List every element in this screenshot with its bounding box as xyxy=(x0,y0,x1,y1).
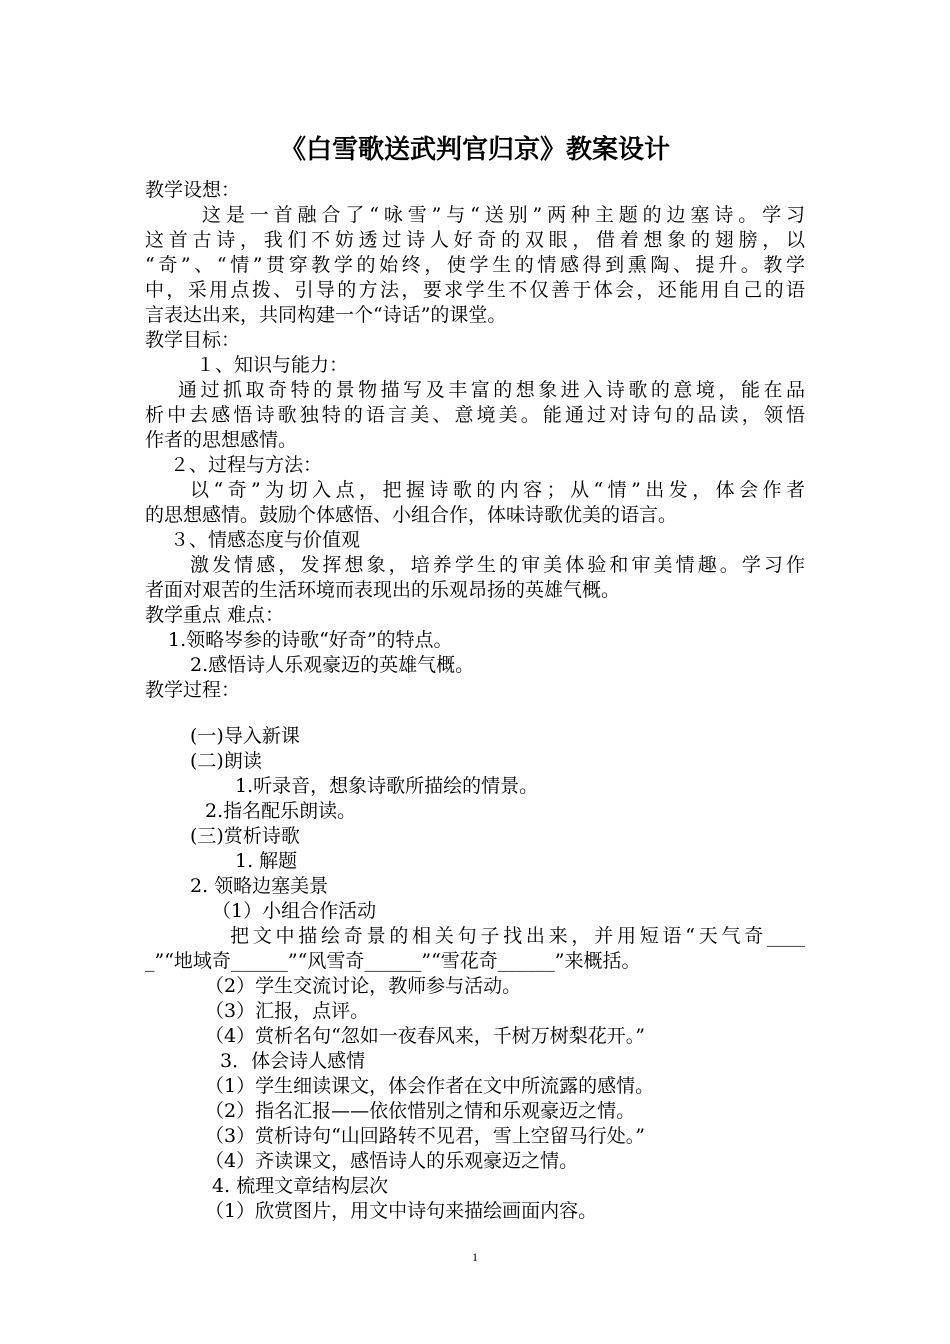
list-item: （4）赏析名句“忽如一夜春风来，千树万树梨花开。” xyxy=(205,1025,646,1047)
list-item: （2）学生交流讨论，教师参与活动。 xyxy=(205,975,522,997)
list-item: （3）汇报，点评。 xyxy=(205,1000,370,1022)
list-item: 2.感悟诗人乐观豪迈的英雄气概。 xyxy=(190,654,475,676)
paragraph-line: 这是一首融合了“咏雪”与“送别”两种主题的边塞诗。学习 xyxy=(202,204,805,226)
subheading: ２、过程与方法： xyxy=(170,454,323,476)
paragraph-line: 作者的思想感情。 xyxy=(145,429,298,451)
paragraph-line: 通过抓取奇特的景物描写及丰富的想象进入诗歌的意境，能在品 xyxy=(178,379,805,401)
list-item: 1.听录音，想象诗歌所描绘的情景。 xyxy=(235,775,539,797)
list-item: （2）指名汇报——依依惜别之情和乐观豪迈之情。 xyxy=(205,1100,636,1122)
subheading: １、知识与能力： xyxy=(196,354,349,376)
document-title: 《白雪歌送武判官归京》教案设计 xyxy=(279,135,670,165)
list-item: 2.指名配乐朗读。 xyxy=(205,800,357,822)
paragraph-line: 言表达出来，共同构建一个“诗话”的课堂。 xyxy=(145,304,507,326)
list-item: 2. 领略边塞美景 xyxy=(190,875,329,897)
list-item: （3）赏析诗句“山回路转不见君，雪上空留马行处。” xyxy=(205,1125,646,1147)
list-item: 1.领略岑参的诗歌“好奇”的特点。 xyxy=(168,629,453,651)
section-heading-design: 教学设想： xyxy=(145,179,241,201)
section-heading-key-points: 教学重点 难点： xyxy=(145,604,285,626)
list-item: （4）齐读课文，感悟诗人的乐观豪迈之情。 xyxy=(205,1150,579,1172)
subheading: ３、情感态度与价值观 xyxy=(170,529,361,551)
paragraph-line: 析中去感悟诗歌独特的语言美、意境美。能通过对诗句的品读，领悟 xyxy=(145,404,805,426)
list-item: 3．体会诗人感情 xyxy=(220,1050,366,1072)
list-item: (三)赏析诗歌 xyxy=(190,825,300,847)
section-heading-process: 教学过程： xyxy=(145,679,241,701)
list-item: (一)导入新课 xyxy=(190,725,300,747)
list-item: (二)朗读 xyxy=(190,750,262,772)
paragraph-line: 这首古诗，我们不妨透过诗人好奇的双眼，借着想象的翅膀，以 xyxy=(145,229,805,251)
section-heading-goals: 教学目标： xyxy=(145,329,241,351)
list-item: 1. 解题 xyxy=(235,850,298,872)
list-item: （1）欣赏图片，用文中诗句来描绘画面内容。 xyxy=(205,1200,598,1222)
paragraph-line: 中，采用点拨、引导的方法，要求学生不仅善于体会，还能用自己的语 xyxy=(145,279,805,301)
page-number: 1 xyxy=(472,1250,478,1264)
paragraph-line: 以“奇”为切入点，把握诗歌的内容；从“情”出发，体会作者 xyxy=(190,479,805,501)
paragraph-line: 激发情感，发挥想象，培养学生的审美体验和审美情趣。学习作 xyxy=(190,554,805,576)
list-item: 4. 梳理文章结构层次 xyxy=(212,1175,389,1197)
paragraph-line: 把文中描绘奇景的相关句子找出来，并用短语“天气奇____ xyxy=(230,925,805,947)
list-item: （1）小组合作活动 xyxy=(212,900,377,922)
list-item: （1）学生细读课文，体会作者在文中所流露的感情。 xyxy=(205,1075,655,1097)
paragraph-line: “奇”、“情”贯穿教学的始终，使学生的情感得到熏陶、提升。教学 xyxy=(145,254,805,276)
paragraph-line: _”“地域奇______”“风雪奇______”“雪花奇______”来概括。 xyxy=(145,950,641,972)
paragraph-line: 的思想感情。鼓励个体感悟、小组合作，体味诗歌优美的语言。 xyxy=(145,504,678,526)
paragraph-line: 者面对艰苦的生活环境而表现出的乐观昂扬的英雄气概。 xyxy=(145,579,621,601)
